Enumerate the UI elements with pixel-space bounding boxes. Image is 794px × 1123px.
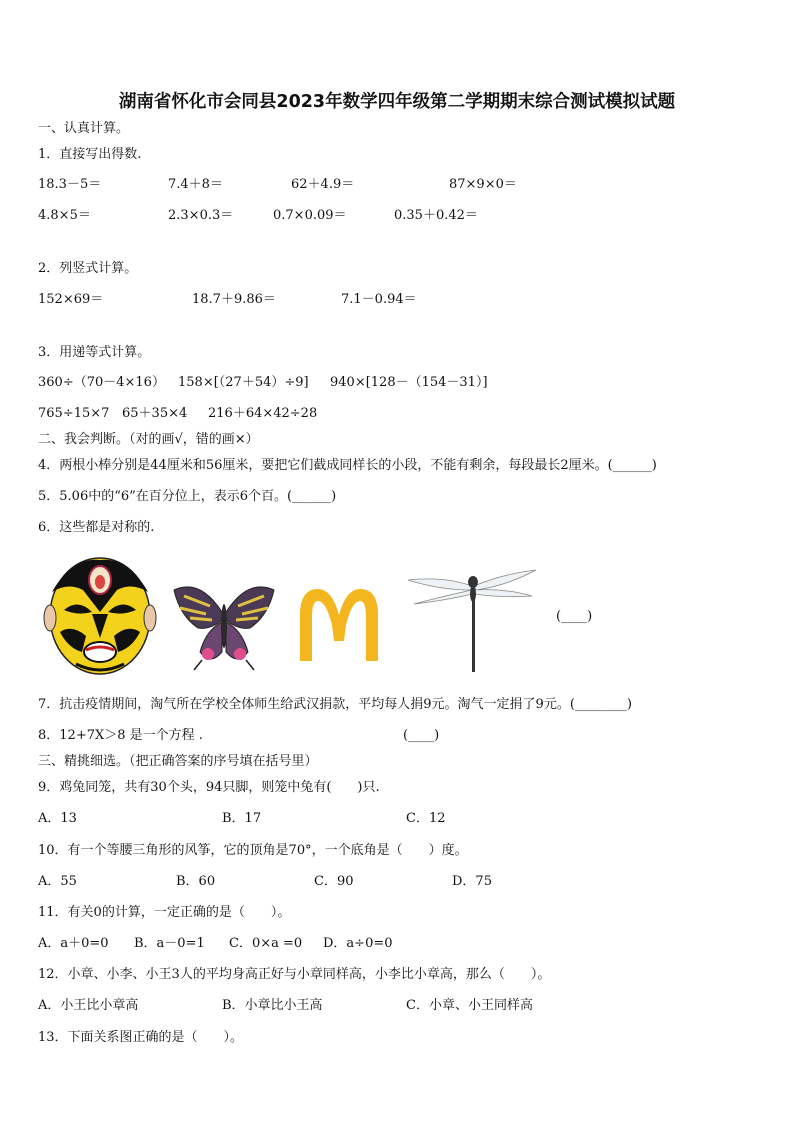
q10-option[interactable]: D．75 [452,874,492,889]
q3-item: 360÷（70－4×16） [38,375,165,390]
q1-item: 18.3－5＝ [38,177,102,192]
q9-option[interactable]: A．13 [38,811,77,826]
question-3-title: 3．用递等式计算。 [38,345,151,360]
section-heading-1: 一、认真计算。 [38,121,130,136]
question-8: 8．12+7X＞8 是一个方程 . [38,728,203,743]
butterfly-image [170,582,278,672]
q1-item: 2.3×0.3＝ [168,208,234,223]
q9-option[interactable]: B．17 [222,811,262,826]
q2-item: 152×69＝ [38,292,104,307]
question-8-answer-blank[interactable]: (____) [403,728,440,743]
q1-item: 62＋4.9＝ [291,177,355,192]
q1-item: 87×9×0＝ [449,177,517,192]
question-11: 11．有关0的计算，一定正确的是（ ）。 [38,905,291,920]
question-10: 10．有一个等腰三角形的风筝，它的顶角是70°，一个底角是（ ）度。 [38,843,468,858]
page-title: 湖南省怀化市会同县2023年数学四年级第二学期期末综合测试模拟试题 [118,92,676,112]
q3-item: 765÷15×7 [38,406,110,421]
dragonfly-image [404,566,540,678]
q12-option[interactable]: B．小章比小王高 [222,998,323,1013]
q12-option[interactable]: A．小王比小章高 [38,998,139,1013]
q3-item: 65＋35×4 [122,406,188,421]
q11-option[interactable]: D．a÷0=0 [323,936,393,951]
q3-item: 940×[128－（154－31）] [330,375,488,390]
q1-item: 7.4＋8＝ [168,177,223,192]
q3-item: 216＋64×42÷28 [208,406,318,421]
opera-mask-image [42,552,158,678]
question-6: 6．这些都是对称的. [38,520,155,535]
golden-arches-image [296,585,382,661]
q10-option[interactable]: C．90 [314,874,354,889]
question-2-title: 2．列竖式计算。 [38,261,138,276]
q9-option[interactable]: C．12 [406,811,446,826]
question-9: 9．鸡兔同笼，共有30个头，94只脚，则笼中兔有( )只. [38,780,380,795]
section-heading-2: 二、我会判断。（对的画√，错的画×） [38,432,259,447]
q11-option[interactable]: B．a－0=1 [134,936,205,951]
q2-item: 7.1－0.94＝ [341,292,417,307]
question-13: 13．下面关系图正确的是（ ）。 [38,1030,244,1045]
q10-option[interactable]: B．60 [176,874,216,889]
q11-option[interactable]: A．a＋0=0 [38,936,109,951]
q10-option[interactable]: A．55 [38,874,77,889]
q1-item: 0.7×0.09＝ [273,208,347,223]
q12-option[interactable]: C．小章、小王同样高 [406,998,533,1013]
q2-item: 18.7＋9.86＝ [192,292,276,307]
question-12: 12．小章、小李、小王3人的平均身高正好与小章同样高，小李比小章高，那么（ ）。 [38,967,551,982]
q1-item: 4.8×5＝ [38,208,91,223]
q3-item: 158×[（27＋54）÷9] [178,375,309,390]
q1-item: 0.35＋0.42＝ [394,208,478,223]
question-4: 4．两根小棒分别是44厘米和56厘米，要把它们截成同样长的小段，不能有剩余，每段最长2厘米。(______) [38,458,657,473]
question-5: 5．5.06中的“6”在百分位上，表示6个百。(______) [38,489,337,504]
q11-option[interactable]: C．0×a =0 [229,936,303,951]
question-6-answer-blank[interactable]: (____) [556,609,593,624]
question-1-title: 1．直接写出得数. [38,147,142,162]
question-7: 7．抗击疫情期间，淘气所在学校全体师生给武汉捐款，平均每人捐9元。淘气一定捐了9元。(________) [38,697,632,712]
section-heading-3: 三、精挑细选。（把正确答案的序号填在括号里） [38,754,318,769]
